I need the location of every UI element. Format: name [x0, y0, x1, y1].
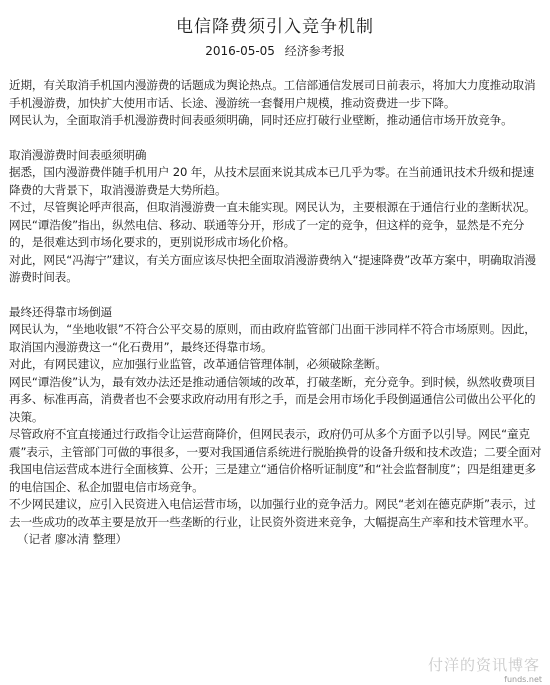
article-body — [9, 77, 543, 549]
body-paragraph: 网民认为，“坐地收银”不符合公平交易的原则，而由政府监管部门出面干涉同样不符合市场原则。因此，取消国内漫游费这一“化石费用”，最终还得靠市场。 — [9, 322, 536, 354]
source-name: 经济参考报 — [284, 44, 345, 58]
intro-paragraph: 近期，有关取消手机国内漫游费的话题成为舆论热点。工信部通信发展司日前表示，将加大力度推动取消手机漫游费，加快扩大使用市话、长途、漫游统一套餐用户规模，推动资费进一步下降。 — [9, 78, 536, 110]
body-paragraph: 对此，网民“冯海宁”建议，有关方面应该尽快把全面取消漫游费纳入“提速降费”改革方案中，明确取消漫游费时间表。 — [9, 252, 536, 284]
body-paragraph: 不过，尽管舆论呼声很高，但取消漫游费一直未能实现。网民认为，主要根源在于通信行业的垄断状况。 — [9, 200, 536, 214]
body-paragraph: 网民“谭浩俊”指出，纵然电信、移动、联通等分开，形成了一定的竞争，但这样的竞争，显然是不充分的，是很难达到市场化要求的，更别说形成市场化价格。 — [9, 217, 525, 249]
body-paragraph: 对此，有网民建议，应加强行业监管，改革通信管理体制，必须破除垄断。 — [9, 357, 387, 371]
watermark-url: funds.net — [504, 675, 542, 684]
publish-date: 2016-05-05 — [205, 44, 275, 58]
body-paragraph: 尽管政府不宜直接通过行政指令让运营商降价，但网民表示，政府仍可从多个方面予以引导。网民“童克震”表示，主管部门可做的事很多，一要对我国通信系统进行脱胎换骨的设备升级和技术改造；二要全面对我国电信运营成本进行全面核算、公开；三是建立“通信价格听证制度”和“社会监督制度”；四是组建更多的电信国企、私企加盟电信市场竞争。 — [9, 427, 542, 494]
body-paragraph: 据悉，国内漫游费伴随手机用户 20 年，从技术层面来说其成本已几乎为零。在当前通讯技术升级和提速降费的大背景下，取消漫游费是大势所趋。 — [9, 165, 535, 197]
section-gap — [9, 287, 543, 304]
body-paragraph: 网民“谭浩俊”认为，最有效办法还是推动通信领域的改革，打破垄断，充分竞争。到时候，纵然收费项目再多、标准再高，消费者也不会要求政府动用有形之手，而是会用市场化手段倒逼通信公司做出公平化的决策。 — [9, 374, 536, 424]
reporter-credit: （记者 廖冰清 整理） — [17, 532, 128, 546]
section-heading: 最终还得靠市场倒逼 — [9, 304, 112, 319]
section-gap — [9, 130, 543, 147]
intro-paragraph: 网民认为，全面取消手机漫游费时间表亟须明确，同时还应打破行业壁断，推动通信市场开放竞争。 — [9, 113, 513, 127]
section-heading: 取消漫游费时间表亟须明确 — [9, 147, 147, 162]
watermark-text: 付洋的资讯博客 — [427, 656, 540, 674]
watermark — [418, 645, 546, 685]
body-paragraph: 不少网民建议，应引入民资进入电信运营市场，以加强行业的竞争活力。网民“老刘在德克萨斯”表示，过去一些成功的改革主要是放开一些垄断的行业，让民资外资进来竞争，大幅提高生产率和技术管理水平。 — [9, 497, 536, 529]
article-meta — [0, 42, 550, 59]
article-title: 电信降费须引入竞争机制 — [176, 17, 374, 37]
